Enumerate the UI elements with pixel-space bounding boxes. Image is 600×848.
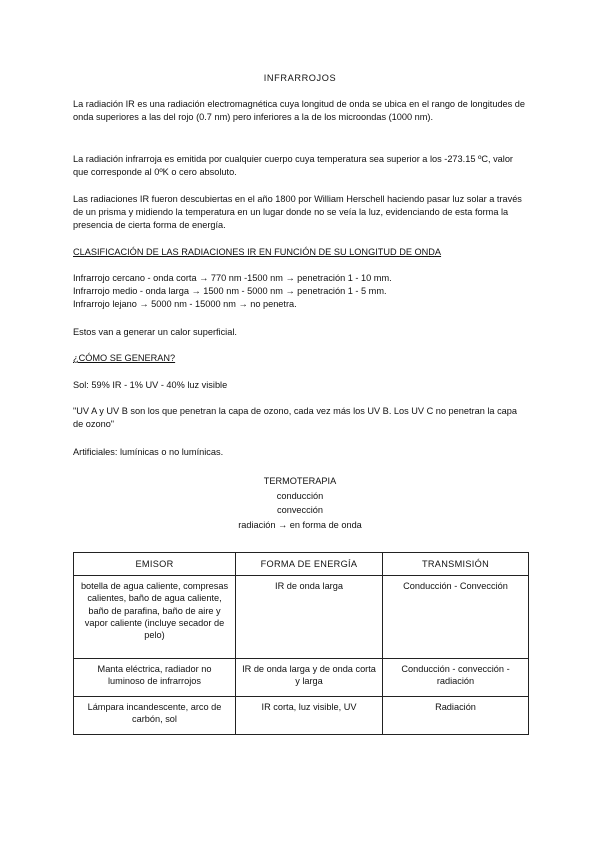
generation-heading: ¿CÓMO SE GENERAN? (73, 353, 176, 363)
table-cell: IR de onda larga y de onda corta y larga (236, 659, 383, 697)
artificial-sources: Artificiales: lumínicas o no lumínicas. (73, 447, 224, 457)
ozone-quote: "UV A y UV B son los que penetran la capa de ozono, cada vez más los UV B. Los UV C no penetran la capa de ozono" (73, 406, 518, 430)
table-cell: Conducción - convección - radiación (383, 659, 529, 697)
header-transmision: TRANSMISIÓN (383, 553, 529, 576)
table-cell: IR de onda larga (236, 576, 383, 659)
termoterapia-line: radiación → en forma de onda (238, 519, 362, 530)
table-cell: Manta eléctrica, radiador no luminoso de infrarrojos (74, 659, 236, 697)
header-emisor: EMISOR (74, 553, 236, 576)
table-row (74, 576, 529, 659)
discovery-paragraph (73, 193, 528, 233)
paragraph-discovery: Las radiaciones IR fueron descubiertas en el año 1800 por William Herschell haciendo pasar luz solar a través de un prisma y midiendo la temperatura en un lugar donde no se veía la luz, evidenciando de esta forma la presencia de cierta forma de energía. (73, 194, 522, 231)
intro-paragraph (73, 98, 528, 124)
emitters-table (73, 552, 529, 735)
termoterapia-section (0, 474, 600, 532)
classification-list (73, 272, 528, 312)
table-row (74, 659, 529, 697)
list-item: Infrarrojo lejano → 5000 nm - 15000 nm → no penetra. (73, 299, 297, 310)
list-item: Infrarrojo medio - onda larga → 1500 nm - 5000 nm → penetración 1 - 5 mm. (73, 286, 387, 297)
table-header-row (74, 553, 529, 576)
termoterapia-line: conducción (276, 490, 324, 501)
classification-note: Estos van a generar un calor superficial. (73, 327, 237, 337)
list-item: Infrarrojo cercano - onda corta → 770 nm -1500 nm → penetración 1 - 10 mm. (73, 273, 392, 283)
emission-paragraph (73, 153, 528, 179)
table-cell: IR corta, luz visible, UV (236, 697, 383, 735)
termoterapia-title: TERMOTERAPIA (263, 476, 337, 486)
classification-heading: CLASIFICACIÓN DE LAS RADIACIONES IR EN FUNCIÓN DE SU LONGITUD DE ONDA (73, 247, 442, 257)
table-cell: botella de agua caliente, compresas calientes, baño de agua caliente, baño de parafina, baño de aire y vapor caliente (incluye secador de pelo) (74, 576, 236, 659)
paragraph-definition: La radiación IR es una radiación electromagnética cuya longitud de onda se ubica en el rango de longitudes de onda superiores a las del rojo (0.7 nm) pero inferiores a la de los microondas (1000 nm). (73, 99, 526, 123)
table-cell: Lámpara incandescente, arco de carbón, sol (74, 697, 236, 735)
table-row (74, 697, 529, 735)
table-cell: Conducción - Convección (383, 576, 529, 659)
header-forma-energia: FORMA DE ENERGÍA (236, 553, 383, 576)
page-title: INFRARROJOS (263, 73, 337, 83)
table-cell: Radiación (383, 697, 529, 735)
termoterapia-line: convección (277, 505, 323, 515)
sun-composition: Sol: 59% IR - 1% UV - 40% luz visible (73, 380, 228, 390)
paragraph-emission: La radiación infrarroja es emitida por cualquier cuerpo cuya temperatura sea superior a los -273.15 ºC, valor que corresponde al 0ºK o cero absoluto. (73, 154, 513, 178)
